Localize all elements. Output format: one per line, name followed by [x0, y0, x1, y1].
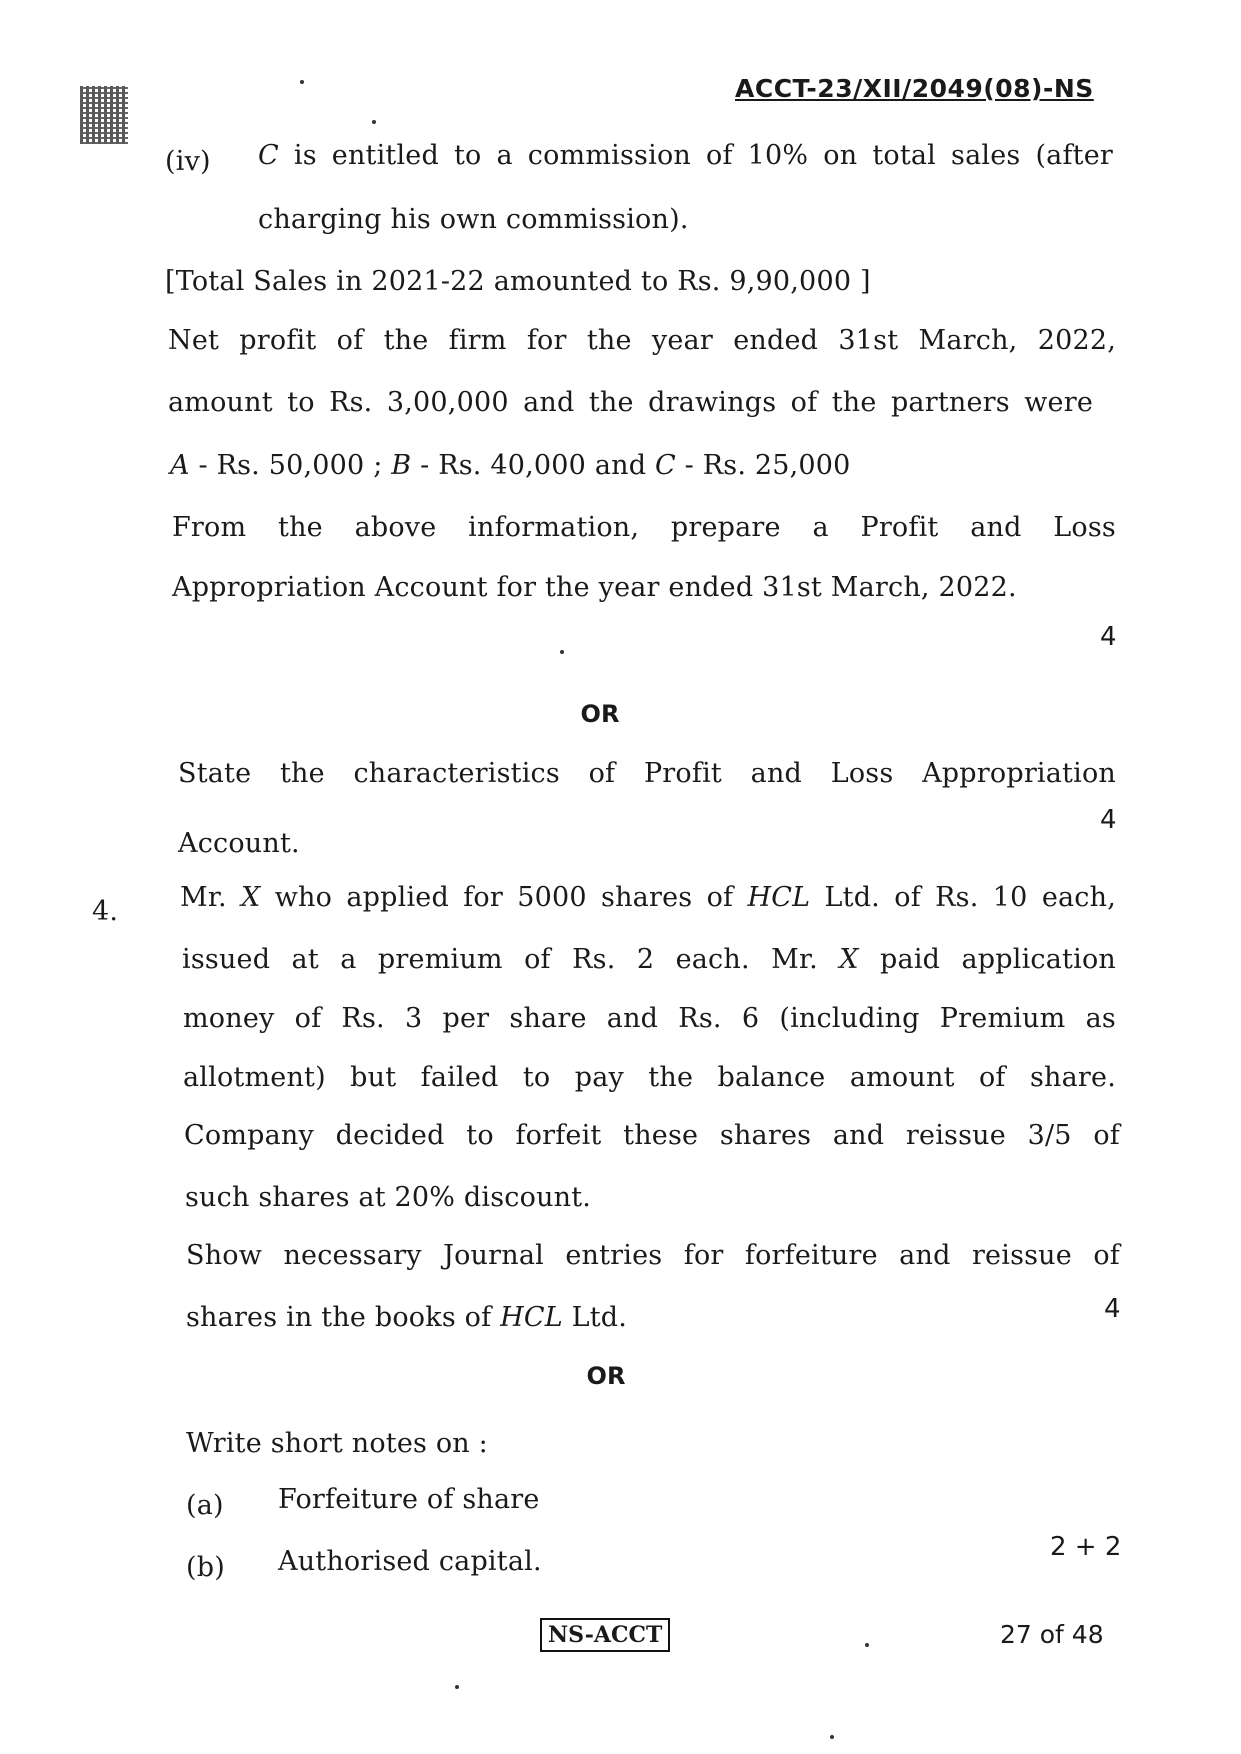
alt-question-line2: Account. [178, 828, 300, 859]
company-name: HCL [747, 882, 811, 913]
question-number: 4. [92, 896, 119, 927]
instruction-line1: From the above information, prepare a Profit and Loss [172, 512, 1116, 543]
q4-text: Ltd. of Rs. 10 each, [810, 882, 1116, 913]
q4-text: shares in the books of [186, 1302, 501, 1333]
net-profit-line2: amount to Rs. 3,00,000 and the drawings of the partners were [168, 387, 1093, 418]
qr-code-icon [80, 86, 128, 144]
speck [372, 120, 376, 124]
page-number: 27 of 48 [1000, 1620, 1104, 1649]
net-profit-line1: Net profit of the firm for the year ended 31st March, 2022, [168, 325, 1116, 356]
note-b-label: (b) [186, 1552, 225, 1583]
note-b-text: Authorised capital. [278, 1546, 542, 1577]
item-iv-text: is entitled to a commission of 10% on total sales (after [278, 140, 1113, 171]
series-code-box: NS-ACCT [540, 1618, 670, 1652]
var-b: B [391, 450, 412, 481]
drawings-line [170, 450, 851, 481]
speck [865, 1643, 869, 1647]
q4-line3: money of Rs. 3 per share and Rs. 6 (including Premium as [183, 1003, 1116, 1034]
drawings-b: - Rs. 40,000 and [411, 450, 655, 481]
item-iv-line1 [258, 140, 1113, 171]
speck [560, 650, 564, 654]
item-iv-label: (iv) [165, 146, 211, 177]
alt-marks: 2 + 2 [1050, 1532, 1122, 1562]
drawings-a: - Rs. 50,000 ; [189, 450, 392, 481]
item-iv-line2: charging his own commission). [258, 204, 689, 235]
q4-line5: Company decided to forfeit these shares and reissue 3/5 of [184, 1120, 1120, 1151]
q4-line2 [182, 944, 1116, 975]
or-separator: OR [586, 1362, 626, 1390]
q4-line7: Show necessary Journal entries for forfeiture and reissue of [186, 1240, 1120, 1271]
q3-marks: 4 [1100, 622, 1117, 652]
q4-line8 [186, 1302, 627, 1333]
q4-line6: such shares at 20% discount. [185, 1182, 592, 1213]
var-x: X [241, 882, 261, 913]
q4-text: paid application [858, 944, 1116, 975]
short-notes-intro: Write short notes on : [186, 1428, 488, 1459]
instruction-line2: Appropriation Account for the year ended 31st March, 2022. [172, 572, 1017, 603]
q4-text: who applied for 5000 shares of [260, 882, 748, 913]
var-c: C [258, 140, 279, 171]
q4-text: Ltd. [562, 1302, 628, 1333]
q4-line1 [180, 882, 1116, 913]
company-name: HCL [500, 1302, 563, 1333]
drawings-c: - Rs. 25,000 [675, 450, 851, 481]
alt-question-marks: 4 [1100, 805, 1117, 835]
paper-code: ACCT-23/XII/2049(08)-NS [735, 74, 1094, 103]
total-sales-note: [Total Sales in 2021-22 amounted to Rs. 9,90,000 ] [165, 266, 871, 297]
q4-text: Mr. [180, 882, 242, 913]
q4-marks: 4 [1104, 1294, 1121, 1324]
var-x: X [839, 944, 859, 975]
speck [455, 1685, 459, 1689]
note-a-text: Forfeiture of share [278, 1484, 540, 1515]
speck [300, 80, 304, 84]
q4-line4: allotment) but failed to pay the balance amount of share. [183, 1062, 1116, 1093]
or-separator: OR [580, 700, 620, 728]
speck [830, 1735, 834, 1739]
alt-question-line1: State the characteristics of Profit and Loss Appropriation [178, 758, 1116, 789]
note-a-label: (a) [186, 1490, 224, 1521]
var-c: C [654, 450, 676, 481]
var-a: A [170, 450, 190, 481]
q4-text: issued at a premium of Rs. 2 each. Mr. [182, 944, 840, 975]
